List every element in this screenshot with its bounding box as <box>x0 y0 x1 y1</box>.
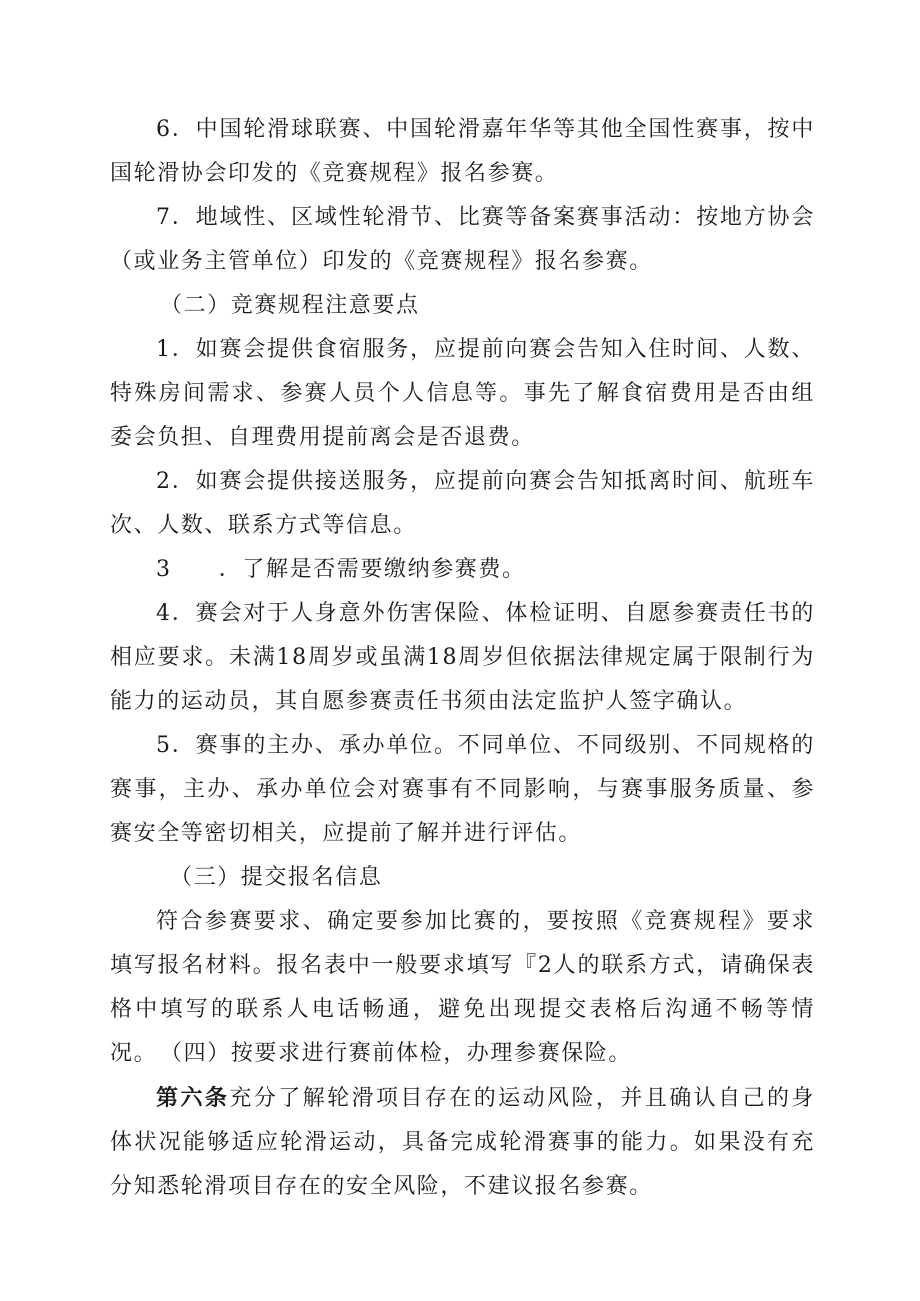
section-heading-2: （二）竞赛规程注意要点 <box>160 293 420 318</box>
section-heading-4: （四）按要求进行赛前体检，办理参赛保险。 <box>160 1041 633 1066</box>
article-6-text: 充分了解轮滑项目存在的运动风险，并且确认自己的身体状况能够适应轮滑运动，具备完成轮滑赛事的能力。如果没有充分知悉轮滑项目存在的安全风险，不建议报名参赛。 <box>110 1086 815 1199</box>
section-heading-3: （三）提交报名信息 <box>170 865 383 890</box>
article-6-paragraph <box>110 1076 815 1209</box>
list-item-2: 2．如赛会提供接送服务，应提前向赛会告知抵离时间、航班车次、人数、联系方式等信息。 <box>110 469 815 538</box>
list-item-5: 5．赛事的主办、承办单位。不同单位、不同级别、不同规格的赛事，主办、承办单位会对赛事有不同影响，与赛事服务质量、参赛安全等密切相关，应提前了解并进行评估。 <box>110 733 815 846</box>
article-6-label: 第六条 <box>156 1085 230 1111</box>
list-item-4: 4．赛会对于人身意外伤害保险、体检证明、自愿参赛责任书的相应要求。未满18周岁或虽满18周岁但依据法律规定属于限制行为能力的运动员，其自愿参赛责任书须由法定监护人签字确认。 <box>110 601 815 714</box>
paragraph-submit-info: 符合参赛要求、确定要参加比赛的，要按照《竞赛规程》要求填写报名材料。报名表中一般要求填写『2人的联系方式，请确保表格中填写的联系人电话畅通，避免出现提交表格后沟通不畅等情况。 <box>110 909 815 1066</box>
list-item-3: 3 ．了解是否需要缴纳参赛费。 <box>156 557 526 582</box>
list-item-1: 1．如赛会提供食宿服务，应提前向赛会告知入住时间、人数、特殊房间需求、参赛人员个人信息等。事先了解食宿费用是否由组委会负担、自理费用提前离会是否退费。 <box>110 337 815 450</box>
paragraph-item-6: 6．中国轮滑球联赛、中国轮滑嘉年华等其他全国性赛事，按中国轮滑协会印发的《竞赛规程》报名参赛。 <box>110 117 815 186</box>
paragraph-item-7: 7．地域性、区域性轮滑节、比赛等备案赛事活动：按地方协会（或业务主管单位）印发的《竞赛规程》报名参赛。 <box>110 205 815 274</box>
